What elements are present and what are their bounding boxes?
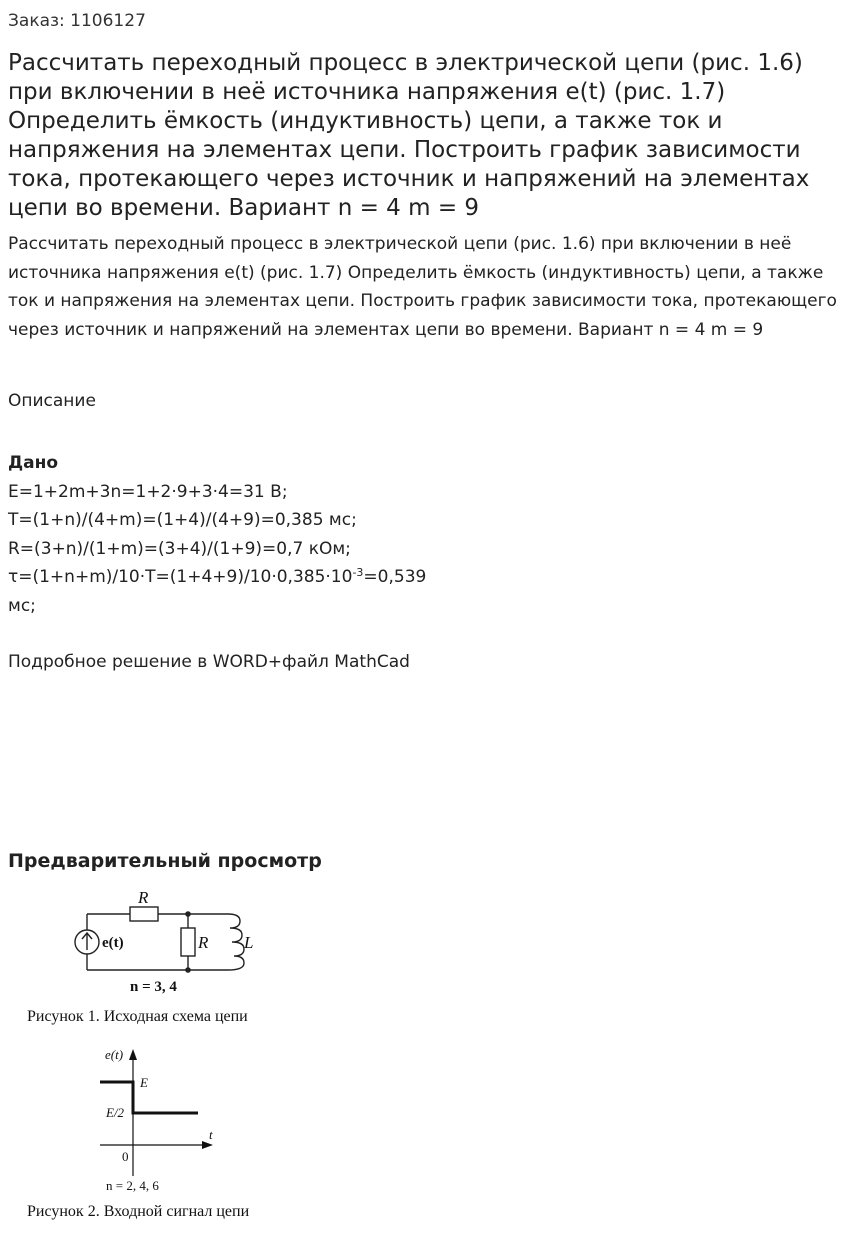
given-line-units: мс; (8, 595, 36, 616)
inductor-coil (228, 914, 244, 970)
given-line-tau (8, 567, 426, 587)
task-text: Рассчитать переходный процесс в электрической цепи (рис. 1.6) при включении в неё источника напряжения e(t) (рис. 1.7) Определить ёмкость (индуктивность) цепи, а также ток и напряжения на элементах цепи. Построить график зависимости тока, протекающего через источник и напряжений на элементах цепи во времени. Вариант n = 4 m = 9 (8, 234, 837, 340)
axis-y-arrow (129, 1049, 137, 1060)
label-e-half: E/2 (106, 1105, 125, 1120)
given-line-tau-tail: =0,539 (363, 567, 427, 588)
resistor-top (130, 907, 158, 921)
label-variant-n: n = 2, 4, 6 (106, 1178, 159, 1193)
node-top (185, 911, 191, 917)
label-l: L (244, 933, 254, 952)
given-line-t: T=(1+n)/(4+m)=(1+4)/(4+9)=0,385 мс; (8, 510, 357, 531)
label-zero: 0 (122, 1149, 129, 1164)
order-number: Заказ: 1106127 (8, 11, 146, 31)
label-source: e(t) (102, 935, 124, 951)
label-r-top: R (138, 888, 149, 907)
node-bottom (185, 967, 191, 973)
given-title: Дано (8, 453, 59, 473)
given-line-e: E=1+2m+3n=1+2·9+3·4=31 В; (8, 481, 288, 502)
task-heading: Рассчитать переходный процесс в электрической цепи (рис. 1.6) при включении в неё источника напряжения e(t) (рис. 1.7) Определить ёмкость (индуктивность) цепи, а также ток и напряжения на элементах цепи. Построить график зависимости тока, протекающего через источник и напряжений на элементах цепи во времени. Вариант n = 4 m = 9 (8, 50, 810, 221)
given-line-tau-exponent: -3 (352, 566, 364, 580)
label-axis-y: e(t) (105, 1047, 124, 1062)
signal-graph (96, 1044, 226, 1196)
figure2-caption: Рисунок 2. Входной сигнал цепи (27, 1203, 250, 1220)
given-block (8, 449, 528, 621)
figure1-caption: Рисунок 1. Исходная схема цепи (27, 1008, 248, 1025)
resistor-side (181, 928, 195, 956)
given-line-r: R=(3+n)/(1+m)=(3+4)/(1+9)=0,7 кОм; (8, 538, 351, 559)
label-r-side: R (198, 933, 209, 952)
description-title: Описание (8, 391, 96, 411)
label-axis-t: t (209, 1127, 213, 1142)
label-e: E (140, 1075, 148, 1090)
circuit-diagram (60, 884, 260, 996)
solution-note: Подробное решение в WORD+файл MathCad (8, 652, 410, 672)
label-variant-n: n = 3, 4 (130, 979, 177, 995)
axis-t-arrow (202, 1141, 213, 1149)
preview-title: Предварительный просмотр (8, 850, 322, 872)
given-line-tau-main: τ=(1+n+m)/10·T=(1+4+9)/10·0,385·10 (8, 567, 353, 588)
